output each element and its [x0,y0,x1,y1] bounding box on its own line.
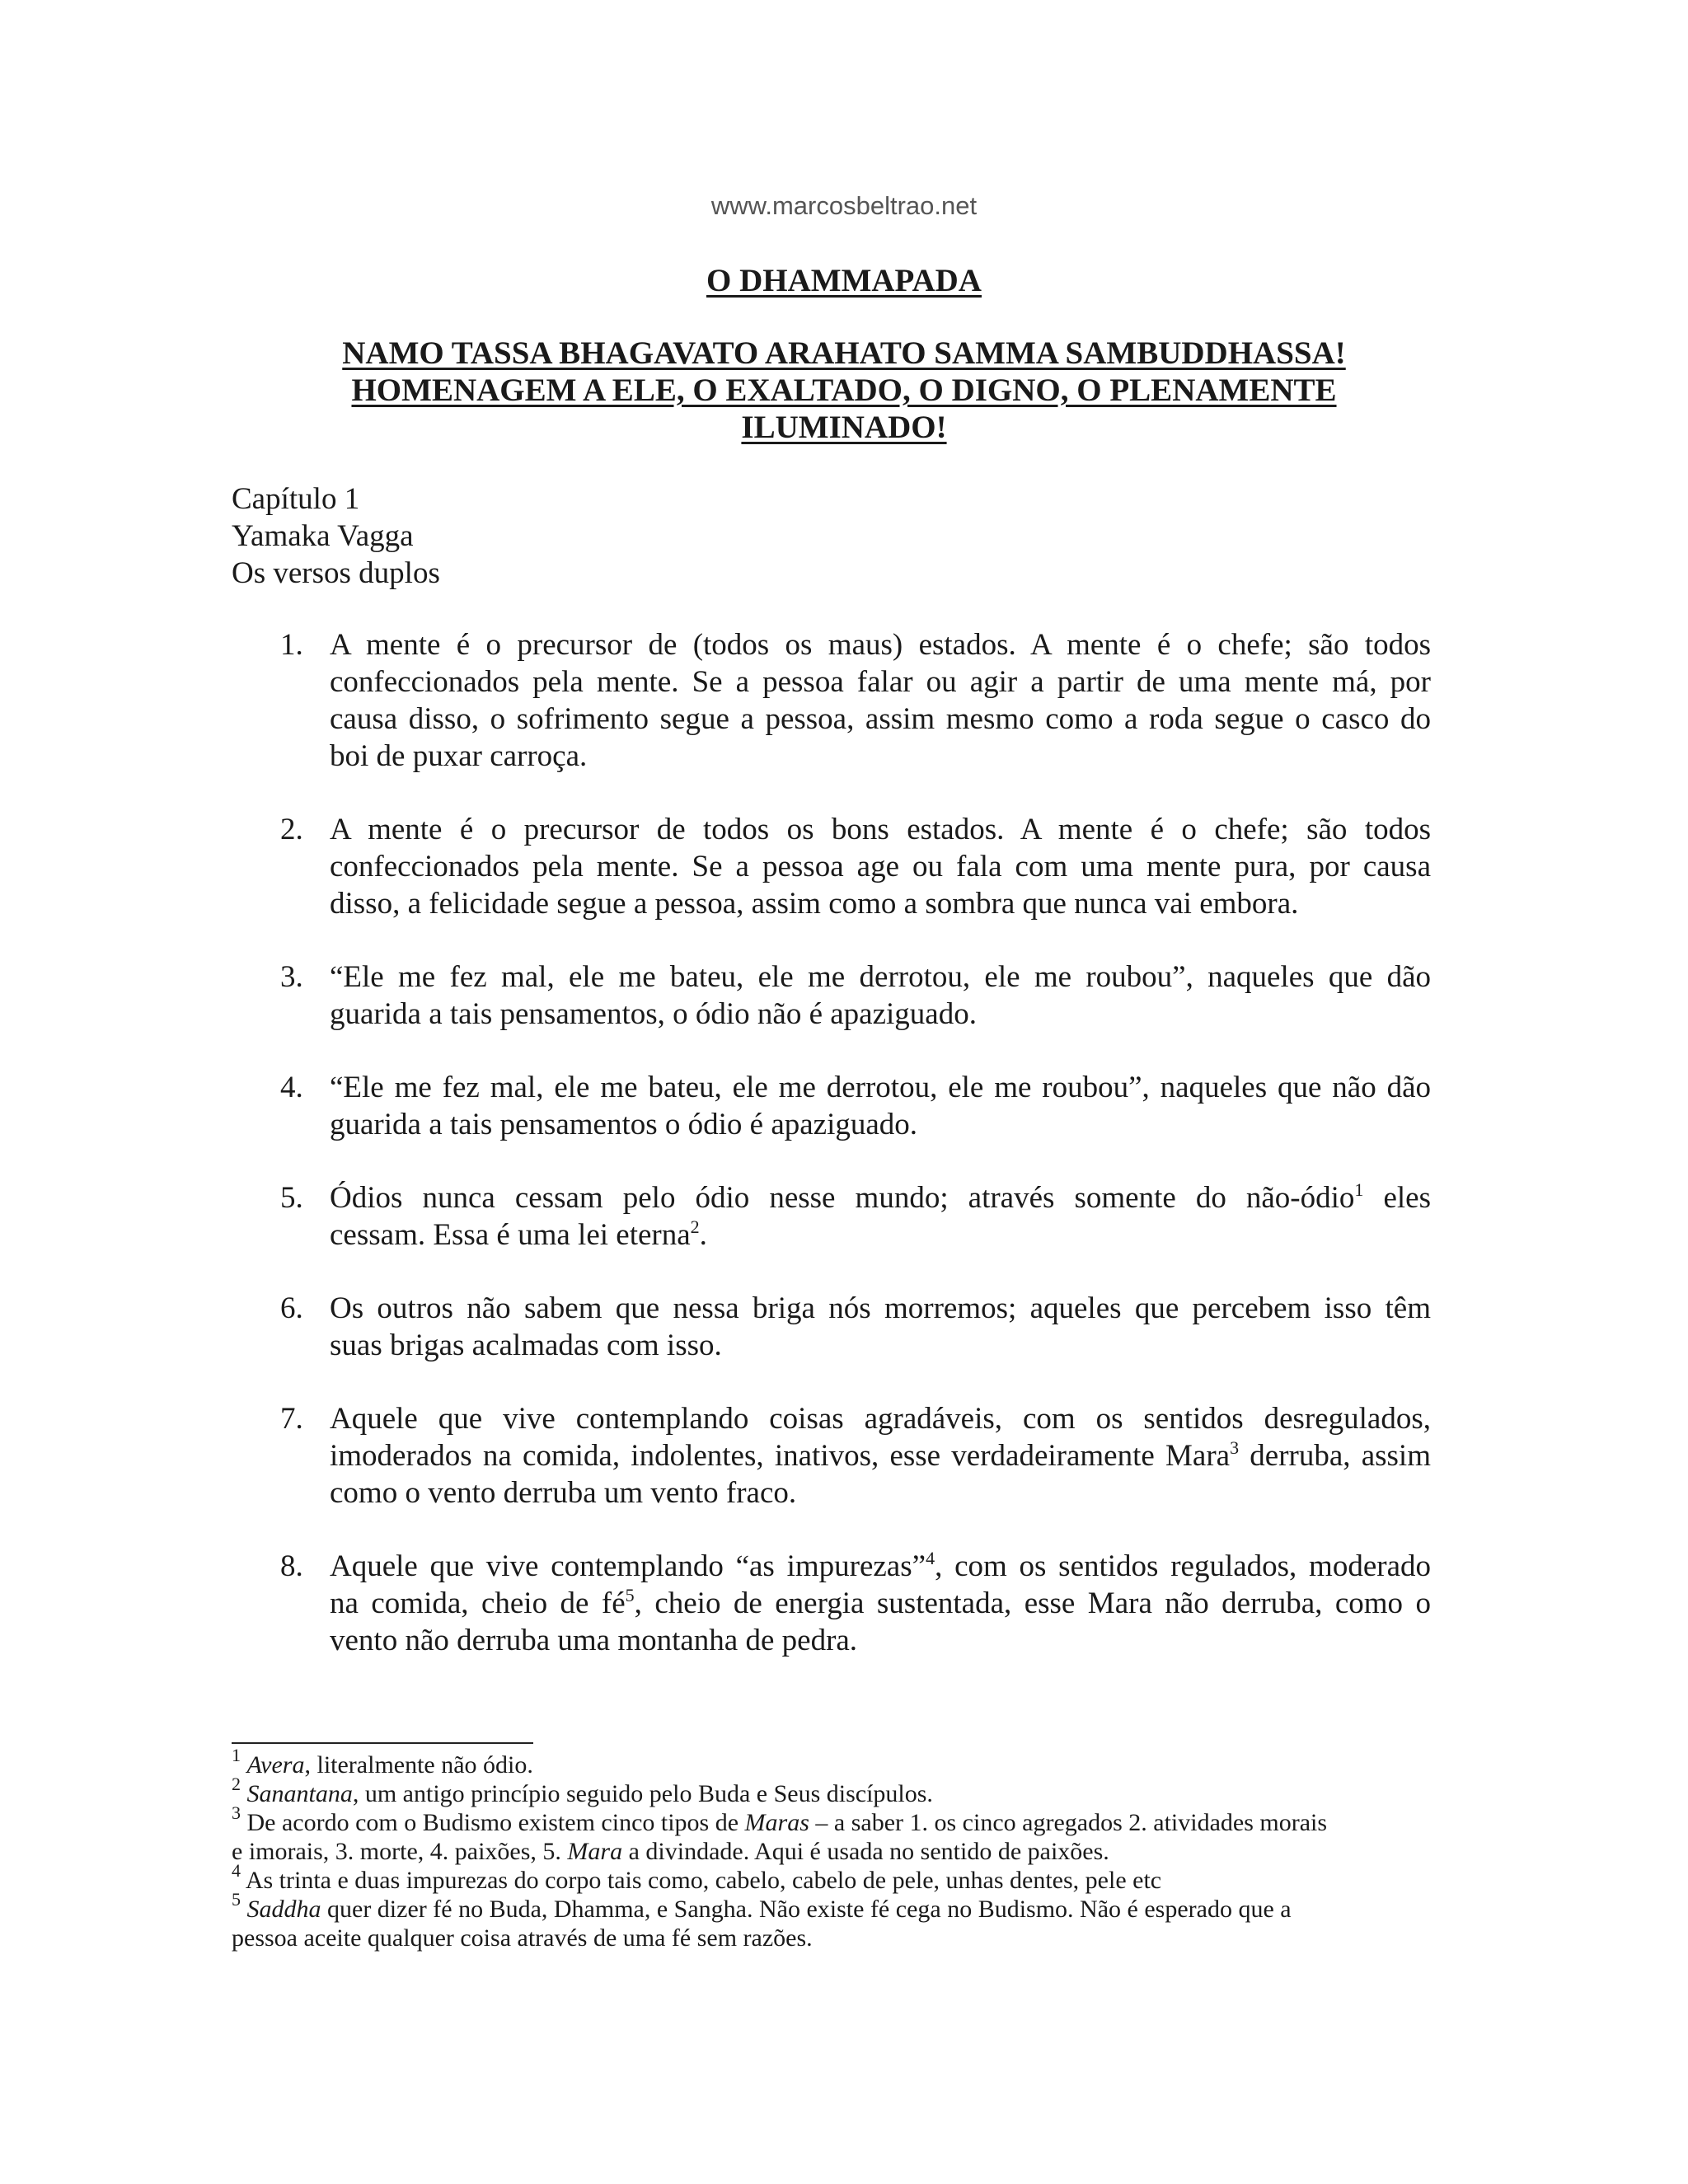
verse-number: 4. [280,1071,303,1104]
verse-line: Aquele que vive contemplando coisas agradáveis, com os sentidos desregulados, [330,1402,1431,1436]
footnote-5 [232,1889,1418,1924]
footnote-number: 1 [232,1745,241,1765]
verse-text: eles [1363,1181,1431,1215]
footnote-4 [232,1860,1418,1895]
footnote-number: 5 [232,1889,241,1910]
verse-text: derruba, assim [1239,1439,1431,1473]
verse-line: A mente é o precursor de todos os bons estados. A mente é o chefe; são todos [330,813,1431,846]
verse-line: vento não derruba uma montanha de pedra. [330,1624,858,1657]
verse-line: A mente é o precursor de (todos os maus) estados. A mente é o chefe; são todos [330,628,1431,662]
footnote-2 [232,1774,1418,1808]
verse-text: . [699,1218,707,1252]
footnote-3 [232,1802,1418,1837]
verse-line [330,1179,1431,1216]
footnote-number: 4 [232,1860,241,1881]
verse-number: 6. [280,1291,303,1325]
footnote-term: Saddha [246,1896,321,1923]
homage-line: ILUMINADO! [741,410,947,445]
verse-number: 5. [280,1181,303,1215]
verse-line [330,1437,1431,1474]
footnote-ref[interactable]: 3 [1230,1437,1240,1458]
footnote-text: – a saber 1. os cinco agregados 2. atividades morais [809,1809,1328,1836]
verse-2 [0,811,1431,922]
footnote-text: , um antigo princípio seguido pelo Buda e Seus discípulos. [352,1780,933,1807]
verse-line: boi de puxar carroça. [330,739,588,773]
verse-line: “Ele me fez mal, ele me bateu, ele me derrotou, ele me roubou”, naqueles que não dão [330,1071,1431,1104]
verse-text: cessam. Essa é uma lei eterna [330,1218,691,1252]
chapter-pali-title: Yamaka Vagga [232,519,414,553]
homage-line: NAMO TASSA BHAGAVATO ARAHATO SAMMA SAMBUDDHASSA! [342,335,1346,371]
verse-line [330,1585,1431,1622]
verse-line: confeccionados pela mente. Se a pessoa falar ou agir a partir de uma mente má, por [330,665,1431,699]
footnote-text: De acordo com o Budismo existem cinco tipos de [241,1809,745,1836]
verse-line: Os outros não sabem que nessa briga nós morremos; aqueles que percebem isso têm [330,1291,1431,1325]
verse-number: 8. [280,1549,303,1583]
footnote-number: 3 [232,1802,241,1823]
verse-1 [0,626,1431,775]
verse-line [330,1216,1431,1254]
verse-number: 3. [280,960,303,994]
page-title: O DHAMMAPADA [706,263,982,298]
footnote-text: a divindade. Aqui é usada no sentido de paixões. [622,1838,1109,1865]
footnote-text: quer dizer fé no Buda, Dhamma, e Sangha. Não existe fé cega no Budismo. Não é esperado que a [321,1896,1292,1923]
footnote-term: Avera [246,1751,305,1779]
footnote-text: , literalmente não ódio. [304,1751,533,1779]
footnote-1 [232,1745,1418,1779]
verse-line: guarida a tais pensamentos, o ódio não é apaziguado. [330,997,977,1031]
verse-text: Aquele que vive contemplando “as impurezas” [330,1549,926,1583]
verse-line: causa disso, o sofrimento segue a pessoa, assim mesmo como a roda segue o casco do [330,702,1431,736]
footnote-5-continued: pessoa aceite qualquer coisa através de uma fé sem razões. [232,1924,813,1952]
verse-line: disso, a felicidade segue a pessoa, assim como a sombra que nunca vai embora. [330,887,1299,921]
verse-line: guarida a tais pensamentos o ódio é apaziguado. [330,1108,918,1141]
chapter-name: Os versos duplos [232,556,440,590]
footnote-ref[interactable]: 2 [690,1216,700,1237]
verse-text: Ódios nunca cessam pelo ódio nesse mundo; através somente do não-ódio [330,1181,1355,1215]
footnote-text: e imorais, 3. morte, 4. paixões, 5. [232,1838,568,1865]
verse-7 [0,1400,1431,1511]
footnote-term: Mara [567,1838,623,1865]
verse-number: 1. [280,628,303,662]
chapter-heading [232,480,440,592]
footnote-term: Maras [744,1809,809,1836]
footnote-3-continued [232,1837,1418,1866]
footnotes [232,1745,1418,1952]
verse-line: suas brigas acalmadas com isso. [330,1329,722,1362]
footnote-number: 2 [232,1774,241,1794]
verse-8 [0,1548,1431,1659]
verse-line: confeccionados pela mente. Se a pessoa age ou fala com uma mente pura, por causa [330,850,1431,883]
footnote-ref[interactable]: 5 [625,1585,635,1605]
verse-5 [0,1179,1431,1254]
verse-line: “Ele me fez mal, ele me bateu, ele me derrotou, ele me roubou”, naqueles que dão [330,960,1431,994]
verse-3 [0,958,1431,1033]
verse-line: como o vento derruba um vento fraco. [330,1476,797,1510]
site-url: www.marcosbeltrao.net [710,191,978,220]
verse-text: na comida, cheio de fé [330,1586,626,1620]
verse-number: 2. [280,813,303,846]
footnote-text: As trinta e duas impurezas do corpo tais como, cabelo, cabelo de pele, unhas dentes, pele etc [241,1867,1162,1894]
verse-line [330,1548,1431,1585]
verse-list [0,626,1688,1695]
verse-number: 7. [280,1402,303,1436]
verse-text: , cheio de energia sustentada, esse Mara não derruba, como o [634,1586,1431,1620]
chapter-number: Capítulo 1 [232,482,360,516]
verse-4 [0,1069,1431,1143]
verse-text: , com os sentidos regulados, moderado [935,1549,1431,1583]
footnote-separator [232,1742,533,1744]
footnote-ref[interactable]: 4 [926,1548,935,1568]
homage-line: HOMENAGEM A ELE, O EXALTADO, O DIGNO, O PLENAMENTE [351,373,1337,408]
verse-text: imoderados na comida, indolentes, inativos, esse verdadeiramente Mara [330,1439,1231,1473]
footnote-ref[interactable]: 1 [1354,1179,1364,1200]
footnote-term: Sanantana [246,1780,353,1807]
verse-6 [0,1290,1431,1364]
homage-heading [247,335,1441,446]
